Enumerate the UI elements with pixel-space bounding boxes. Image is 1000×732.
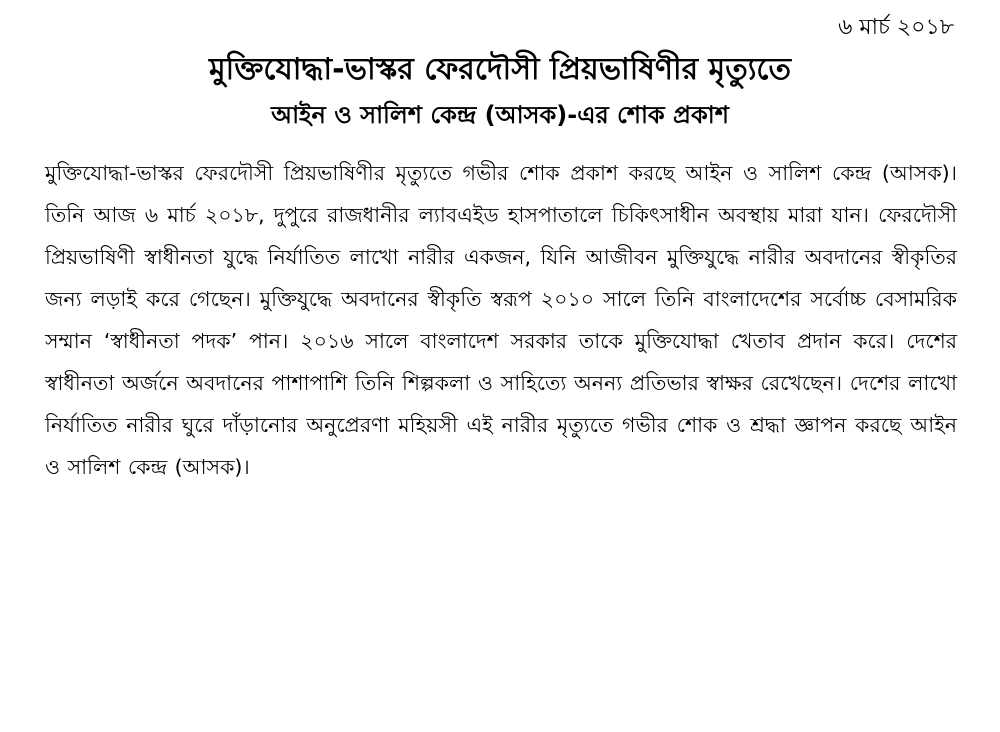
release-date: ৬ মার্চ ২০১৮ [838,15,954,40]
body-paragraph: মুক্তিযোদ্ধা-ভাস্কর ফেরদৌসী প্রিয়ভাষিণীর মৃত্যুতে গভীর শোক প্রকাশ করছে আইন ও সালিশ কেন্দ্র (আসক)। তিনি আজ ৬ মার্চ ২০১৮, দুপুরে রাজধানীর ল্যাবএইড হাসপাতালে চিকিৎসাধীন অবস্থায় মারা যান। ফেরদৌসী প্রিয়ভাষিণী স্বাধীনতা যুদ্ধে নির্যাতিত লাখো নারীর একজন, যিনি আজীবন মুক্তিযুদ্ধে নারীর অবদানের স্বীকৃতির জন্য লড়াই করে গেছেন। মুক্তিযুদ্ধে অবদানের স্বীকৃতি স্বরূপ ২০১০ সালে তিনি বাংলাদেশের সর্বোচ্চ বেসামরিক সম্মান ‘স্বাধীনতা পদক’ পান। ২০১৬ সালে বাংলাদেশ সরকার তাকে মুক্তিযোদ্ধা খেতাব প্রদান করে। দেশের স্বাধীনতা অর্জনে অবদানের পাশাপাশি তিনি শিল্পকলা ও সাহিত্যে অনন্য প্রতিভার স্বাক্ষর রেখেছেন। দেশের লাখো নির্যাতিত নারীর ঘুরে দাঁড়ানোর অনুপ্রেরণা মহিয়সী এই নারীর মৃত্যুতে গভীর শোক ও শ্রদ্ধা জ্ঞাপন করছে আইন ও সালিশ কেন্দ্র (আসক)। [45,161,957,479]
document-subtitle: আইন ও সালিশ কেন্দ্র (আসক)-এর শোক প্রকাশ [271,101,729,129]
document-title: মুক্তিযোদ্ধা-ভাস্কর ফেরদৌসী প্রিয়ভাষিণীর মৃত্যুতে [209,52,791,87]
